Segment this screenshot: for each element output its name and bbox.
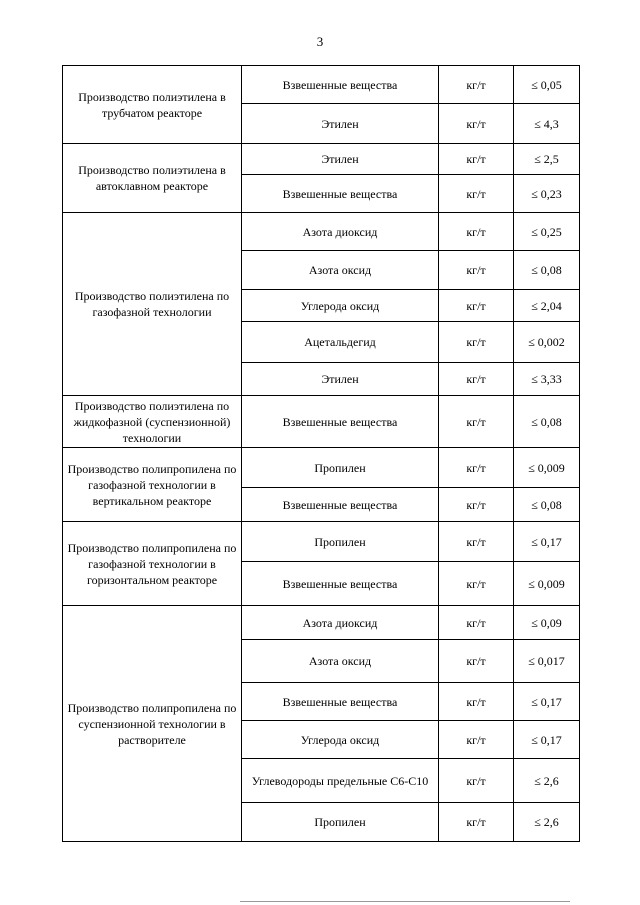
unit-cell: кг/т [439, 363, 514, 396]
value-cell: ≤ 0,23 [514, 175, 580, 213]
table-row [63, 66, 580, 104]
substance-cell: Этилен [242, 104, 439, 144]
unit-cell: кг/т [439, 562, 514, 606]
substance-cell: Взвешенные вещества [242, 175, 439, 213]
unit-cell: кг/т [439, 251, 514, 290]
substance-cell: Азота диоксид [242, 213, 439, 251]
value-cell: ≤ 0,009 [514, 448, 580, 488]
value-cell: ≤ 0,17 [514, 683, 580, 721]
process-cell: Производство полипропилена по газофазной технологии в вертикальном реакторе [63, 448, 242, 522]
substance-cell: Углерода оксид [242, 290, 439, 322]
page-edge-line [240, 901, 570, 902]
substance-cell: Углерода оксид [242, 721, 439, 759]
table-row [63, 522, 580, 562]
process-cell: Производство полиэтилена по жидкофазной (суспензионной) технологии [63, 396, 242, 448]
process-cell: Производство полиэтилена в трубчатом реакторе [63, 66, 242, 144]
unit-cell: кг/т [439, 721, 514, 759]
unit-cell: кг/т [439, 213, 514, 251]
process-cell: Производство полиэтилена по газофазной технологии [63, 213, 242, 396]
value-cell: ≤ 0,08 [514, 488, 580, 522]
value-cell: ≤ 0,05 [514, 66, 580, 104]
substance-cell: Пропилен [242, 803, 439, 842]
substance-cell: Взвешенные вещества [242, 66, 439, 104]
substance-cell: Пропилен [242, 448, 439, 488]
value-cell: ≤ 0,002 [514, 322, 580, 363]
unit-cell: кг/т [439, 522, 514, 562]
unit-cell: кг/т [439, 803, 514, 842]
substance-cell: Азота диоксид [242, 606, 439, 640]
unit-cell: кг/т [439, 144, 514, 175]
substance-cell: Углеводороды предельные С6-С10 [242, 759, 439, 803]
process-cell: Производство полипропилена по суспензионной технологии в растворителе [63, 606, 242, 842]
table-row [63, 606, 580, 640]
table-row [63, 144, 580, 175]
unit-cell: кг/т [439, 66, 514, 104]
table-row [63, 213, 580, 251]
value-cell: ≤ 2,04 [514, 290, 580, 322]
unit-cell: кг/т [439, 290, 514, 322]
substance-cell: Пропилен [242, 522, 439, 562]
value-cell: ≤ 0,25 [514, 213, 580, 251]
value-cell: ≤ 0,08 [514, 396, 580, 448]
unit-cell: кг/т [439, 759, 514, 803]
value-cell: ≤ 4,3 [514, 104, 580, 144]
value-cell: ≤ 0,17 [514, 522, 580, 562]
emissions-table [62, 65, 580, 842]
unit-cell: кг/т [439, 396, 514, 448]
process-cell: Производство полипропилена по газофазной технологии в горизонтальном реакторе [63, 522, 242, 606]
unit-cell: кг/т [439, 640, 514, 683]
substance-cell: Взвешенные вещества [242, 396, 439, 448]
unit-cell: кг/т [439, 683, 514, 721]
value-cell: ≤ 2,6 [514, 803, 580, 842]
substance-cell: Взвешенные вещества [242, 488, 439, 522]
unit-cell: кг/т [439, 322, 514, 363]
value-cell: ≤ 0,17 [514, 721, 580, 759]
unit-cell: кг/т [439, 606, 514, 640]
substance-cell: Взвешенные вещества [242, 562, 439, 606]
value-cell: ≤ 0,08 [514, 251, 580, 290]
value-cell: ≤ 2,6 [514, 759, 580, 803]
unit-cell: кг/т [439, 175, 514, 213]
substance-cell: Азота оксид [242, 251, 439, 290]
unit-cell: кг/т [439, 448, 514, 488]
substance-cell: Взвешенные вещества [242, 683, 439, 721]
substance-cell: Этилен [242, 363, 439, 396]
substance-cell: Этилен [242, 144, 439, 175]
substance-cell: Азота оксид [242, 640, 439, 683]
value-cell: ≤ 2,5 [514, 144, 580, 175]
value-cell: ≤ 0,017 [514, 640, 580, 683]
value-cell: ≤ 0,09 [514, 606, 580, 640]
process-cell: Производство полиэтилена в автоклавном реакторе [63, 144, 242, 213]
value-cell: ≤ 0,009 [514, 562, 580, 606]
unit-cell: кг/т [439, 104, 514, 144]
page-number: 3 [316, 34, 324, 49]
substance-cell: Ацетальдегид [242, 322, 439, 363]
unit-cell: кг/т [439, 488, 514, 522]
value-cell: ≤ 3,33 [514, 363, 580, 396]
table-row [63, 448, 580, 488]
table-row [63, 396, 580, 448]
